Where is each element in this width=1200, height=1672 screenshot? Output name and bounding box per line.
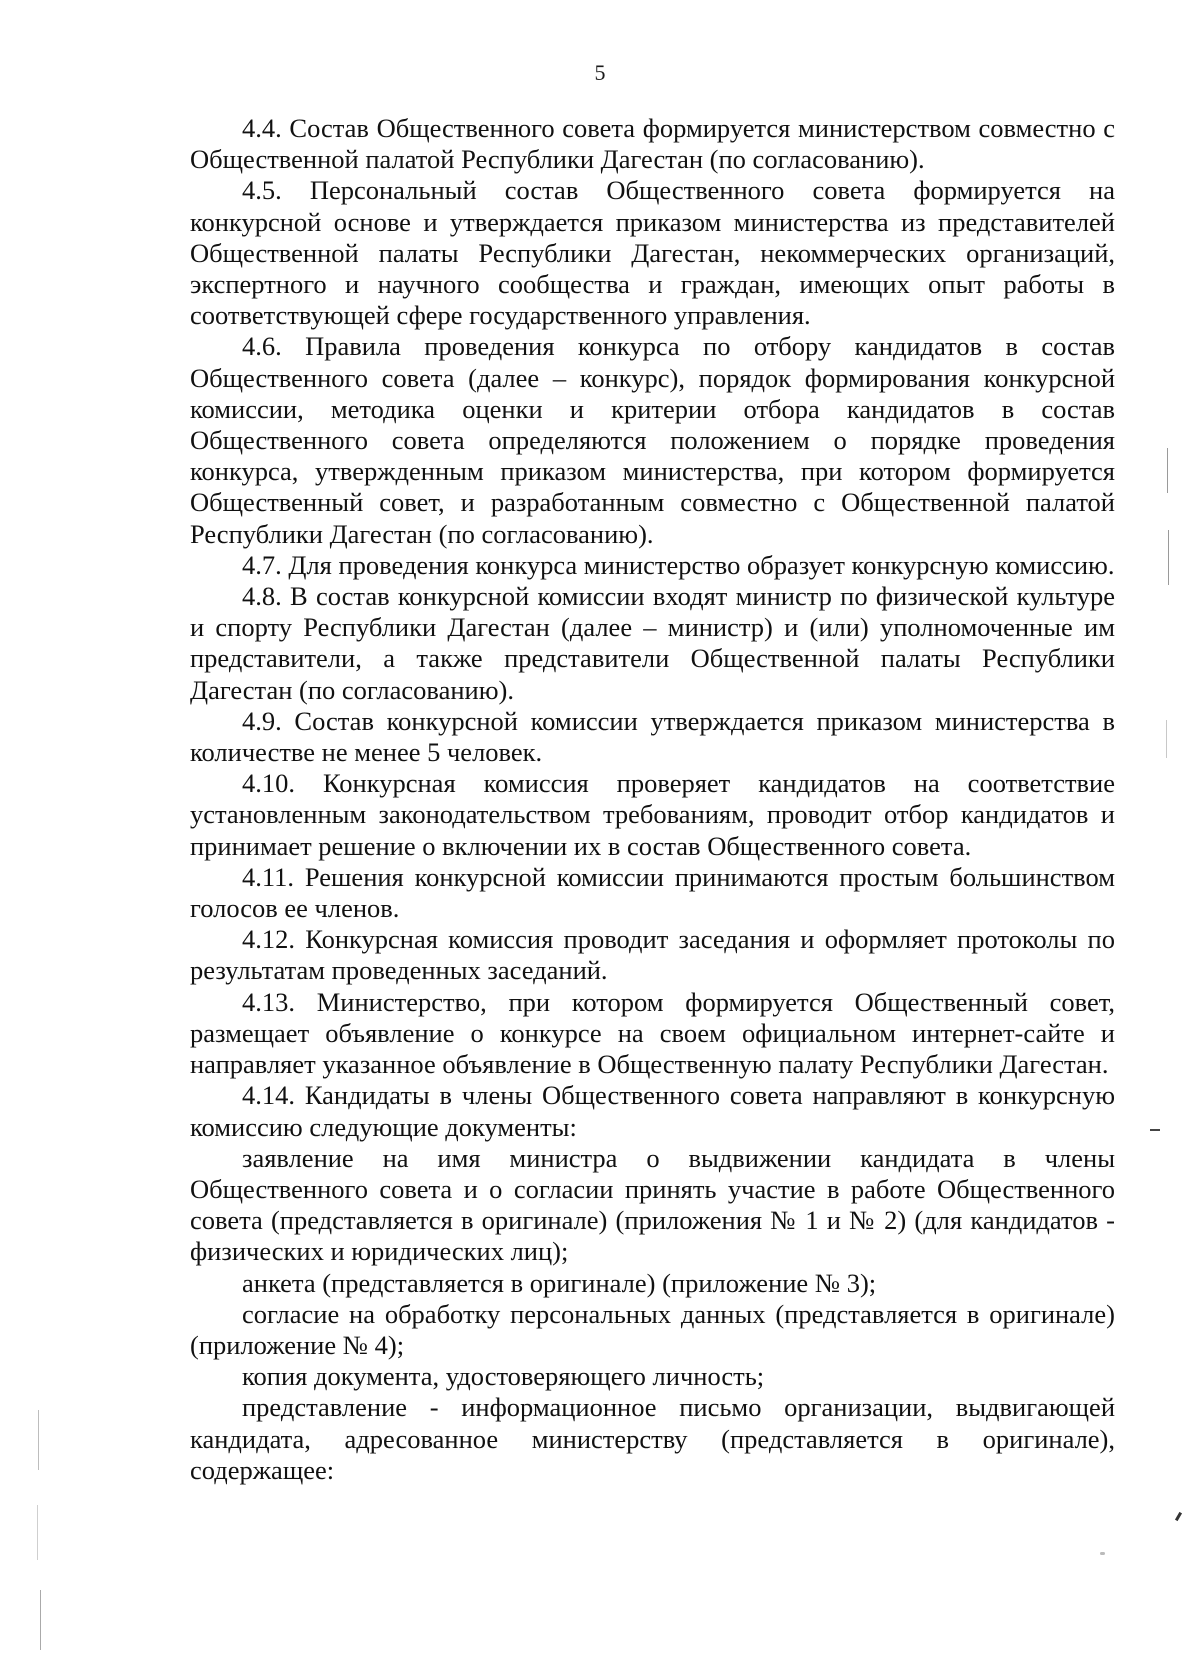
paragraph-4-12: 4.12. Конкурсная комиссия проводит заседания и оформляет протоколы по результатам проведенных заседаний. [190,924,1115,986]
scan-artifact-line [1166,720,1167,758]
paragraph-4-4: 4.4. Состав Общественного совета формируется министерством совместно с Общественной палатой Республики Дагестан (по согласованию). [190,113,1115,175]
paragraph-4-11: 4.11. Решения конкурсной комиссии принимаются простым большинством голосов ее членов. [190,861,1115,924]
document-body [190,113,1115,1486]
list-item-questionnaire: анкета (представляется в оригинале) (приложение № 3); [242,1267,877,1298]
scan-artifact-line [1167,448,1168,493]
paragraph-4-7: 4.7. Для проведения конкурса министерство образует конкурсную комиссию. [242,549,1115,580]
paragraph-4-13: 4.13. Министерство, при котором формируется Общественный совет, размещает объявление о конкурсе на своем официальном интернет-сайте и направляет указанное объявление в Общественную палату Республики Дагестан. [190,986,1115,1080]
scan-artifact-line [40,1590,41,1650]
paragraph-4-6: 4.6. Правила проведения конкурса по отбору кандидатов в состав Общественного совета (далее – конкурс), порядок формирования конкурсной комиссии, методика оценки и критерии отбора кандидатов в состав Общественного совета определяются положением о порядке проведения конкурса, утвержденным приказом министерства, при котором формируется Общественный совет, и разработанным совместно с Общественной палатой Республики Дагестан (по согласованию). [190,331,1115,549]
scan-artifact-mark [1175,1512,1182,1521]
paragraph-4-5: 4.5. Персональный состав Общественного совета формируется на конкурсной основе и утверждается приказом министерства из представителей Общественной палаты Республики Дагестан, некоммерческих организаций, экспертного и научного сообщества и граждан, имеющих опыт работы в соответствующей сфере государственного управления. [190,175,1115,331]
scan-artifact-mark [1150,1129,1160,1131]
page-number: 5 [594,60,606,85]
list-item-nomination-letter: представление - информационное письмо организации, выдвигающей кандидата, адресованное министерству (представляется в оригинале), содержащее: [190,1392,1115,1485]
list-item-application: заявление на имя министра о выдвижении кандидата в члены Общественного совета и о согласии принять участие в работе Общественного совета (представляется в оригинале) (приложения № 1 и № 2) (для кандидатов - физических и юридических лиц); [190,1142,1115,1267]
scan-artifact-mark [1100,1552,1105,1555]
paragraph-4-8: 4.8. В состав конкурсной комиссии входят министр по физической культуре и спорту Республики Дагестан (далее – министр) и (или) уполномоченные им представители, а также представители Общественной палаты Республики Дагестан (по согласованию). [190,581,1115,705]
paragraph-4-14: 4.14. Кандидаты в члены Общественного совета направляют в конкурсную комиссию следующие документы: [190,1080,1115,1142]
paragraph-4-10: 4.10. Конкурсная комиссия проверяет кандидатов на соответствие установленным законодательством требованиям, проводит отбор кандидатов и принимает решение о включении их в состав Общественного совета. [190,768,1115,861]
scan-artifact-line [1168,530,1169,585]
list-item-id-copy: копия документа, удостоверяющего личность; [242,1361,765,1392]
scan-artifact-line [37,1505,38,1560]
list-item-consent: согласие на обработку персональных данных (представляется в оригинале) (приложение № 4); [190,1298,1115,1360]
paragraph-4-9: 4.9. Состав конкурсной комиссии утверждается приказом министерства в количестве не менее 5 человек. [190,705,1115,768]
scan-artifact-line [38,1410,39,1470]
